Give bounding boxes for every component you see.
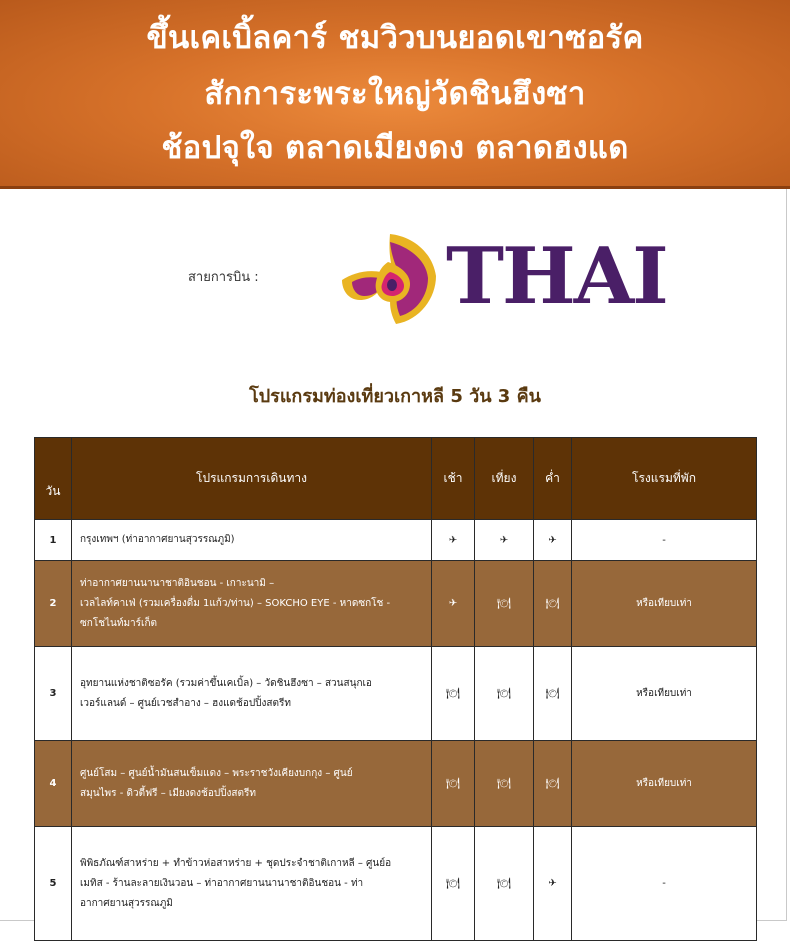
title-banner [0, 0, 790, 189]
program-line: พิพิธภัณฑ์สาหร่าย + ทำข้าวห่อสาหร่าย + ชุดประจำชาติเกาหลี – ศูนย์อ [80, 857, 392, 869]
program-line: อากาศยานสุวรรณภูมิ [80, 897, 173, 909]
program-line: ท่าอากาศยานนานาชาติอินชอน - เกาะนามิ – [80, 577, 275, 589]
program-line: อุทยานแห่งชาติซอรัค (รวมค่าขึ้นเคเบิ้ล) – วัดชินฮึงซา – สวนสนุกเอ [80, 677, 372, 689]
banner-title-line-3: ช้อปจุใจ ตลาดเมียงดง ตลาดฮงแด [161, 130, 629, 166]
breakfast-cell [432, 647, 475, 741]
plane-icon: ✈ [448, 534, 458, 546]
meal-icon: 🍽︎ [545, 777, 560, 790]
orchid-emblem-icon [338, 228, 442, 328]
breakfast-cell [432, 827, 475, 941]
day-number: 4 [35, 741, 72, 827]
plane-icon: ✈ [548, 878, 557, 889]
table-row [35, 647, 757, 741]
meal-icon: 🍽︎ [545, 687, 560, 700]
program-cell [72, 561, 432, 647]
meal-icon: 🍽︎ [497, 687, 511, 700]
meal-icon: 🍽︎ [497, 777, 511, 790]
lunch-cell [475, 647, 534, 741]
col-header-dinner: ค่ำ [534, 438, 572, 520]
dinner-cell [534, 741, 572, 827]
program-line: เวลไลท์คาเฟ่ (รวมเครื่องดื่ม 1แก้ว/ท่าน) – SOKCHO EYE - หาดซกโช - [80, 597, 391, 609]
airline-label: สายการบิน : [188, 270, 259, 285]
thai-airways-logo [338, 228, 667, 328]
hotel-cell: หรือเทียบเท่า [572, 741, 757, 827]
meal-icon: 🍽︎ [446, 687, 460, 700]
meal-icon: 🍽︎ [497, 597, 511, 610]
meal-icon: 🍽︎ [446, 877, 460, 890]
table-row [35, 561, 757, 647]
hotel-cell: หรือเทียบเท่า [572, 647, 757, 741]
breakfast-cell [432, 520, 475, 561]
meal-icon: 🍽︎ [545, 597, 560, 610]
banner-title-line-1: ขึ้นเคเบิ้ลคาร์ ชมวิวบนยอดเขาซอรัค [146, 20, 644, 56]
program-cell [72, 647, 432, 741]
program-line: เวอร์แลนด์ – ศูนย์เวชสำอาง – ฮงแดช้อปปิ้งสตรีท [80, 697, 291, 709]
thai-logo-word: THAI [446, 231, 667, 322]
col-header-hotel: โรงแรมที่พัก [572, 438, 757, 520]
program-line: ศูนย์โสม – ศูนย์น้ำมันสนเข็มแดง – พระราชวังเคียงบกกุง – ศูนย์ [80, 767, 353, 779]
dinner-cell [534, 827, 572, 941]
table-row [35, 741, 757, 827]
lunch-cell [475, 741, 534, 827]
plane-icon: ✈ [499, 534, 509, 546]
hotel-cell: - [572, 520, 757, 561]
day-number: 5 [35, 827, 72, 941]
hotel-cell: - [572, 827, 757, 941]
col-header-breakfast: เช้า [432, 438, 475, 520]
breakfast-cell [432, 561, 475, 647]
program-title: โปรแกรมท่องเที่ยวเกาหลี 5 วัน 3 คืน [249, 386, 541, 407]
col-header-lunch: เที่ยง [475, 438, 534, 520]
day-number: 2 [35, 561, 72, 647]
program-line: สมุนไพร - ดิวตี้ฟรี – เมียงดงช้อปปิ้งสตรีท [80, 787, 256, 799]
dinner-cell [534, 647, 572, 741]
banner-title-line-2: สักการะพระใหญ่วัดชินฮึงซา [204, 76, 586, 112]
table-row [35, 827, 757, 941]
breakfast-cell [432, 741, 475, 827]
dinner-cell [534, 561, 572, 647]
table-header-row [35, 438, 757, 520]
col-header-day: วัน [35, 438, 72, 520]
program-cell [72, 827, 432, 941]
program-line: ซกโชไนท์มาร์เก็ต [80, 617, 158, 629]
program-line: กรุงเทพฯ (ท่าอากาศยานสุวรรณภูมิ) [80, 534, 235, 545]
plane-icon: ✈ [448, 598, 458, 609]
lunch-cell [475, 561, 534, 647]
col-header-program: โปรแกรมการเดินทาง [72, 438, 432, 520]
lunch-cell [475, 520, 534, 561]
program-line: เมทิส - ร้านละลายเงินวอน – ท่าอากาศยานนานาชาติอินชอน - ท่า [80, 877, 364, 889]
dinner-cell [534, 520, 572, 561]
table-row [35, 520, 757, 561]
itinerary-table [34, 437, 757, 941]
program-cell [72, 520, 432, 561]
meal-icon: 🍽︎ [446, 777, 460, 790]
meal-icon: 🍽︎ [497, 877, 511, 890]
plane-icon: ✈ [548, 534, 557, 546]
lunch-cell [475, 827, 534, 941]
hotel-cell: หรือเทียบเท่า [572, 561, 757, 647]
day-number: 1 [35, 520, 72, 561]
program-cell [72, 741, 432, 827]
day-number: 3 [35, 647, 72, 741]
